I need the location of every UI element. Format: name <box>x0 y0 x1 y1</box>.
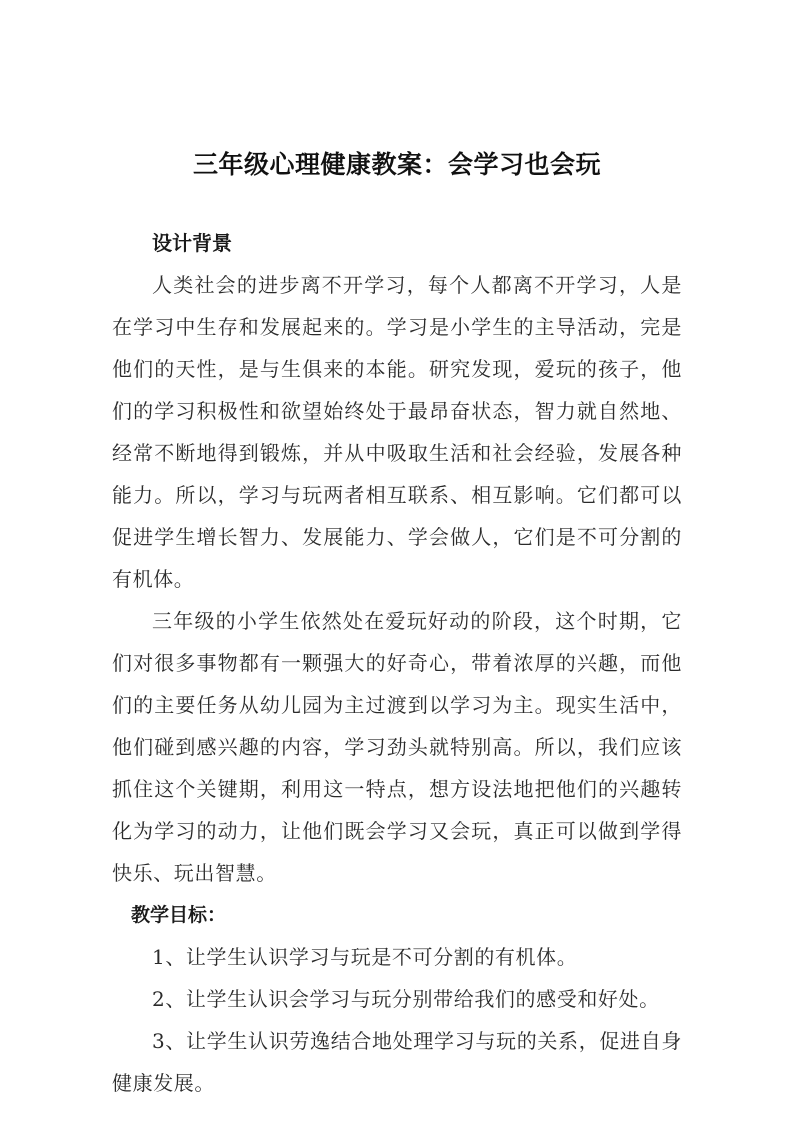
list-item: 3、让学生认识劳逸结合地处理学习与玩的关系，促进自身健康发展。 <box>112 1029 682 1095</box>
paragraph: 人类社会的进步离不开学习，每个人都离不开学习，人是在学习中生存和发展起来的。学习是小学生的主导活动，完是他们的天性，是与生俱来的本能。研究发现，爱玩的孩子，他们的学习积极性和欲望始终处于最昂奋状态，智力就自然地、经常不断地得到锻炼，并从中吸取生活和社会经验，发展各种能力。所以，学习与玩两者相互联系、相互影响。它们都可以促进学生增长智力、发展能力、学会做人，它们是不可分割的有机体。 <box>112 273 682 591</box>
page-title: 三年级心理健康教案：会学习也会玩 <box>192 150 601 179</box>
title-spacer <box>112 182 682 222</box>
section-heading-teaching-objectives: 教学目标： <box>131 904 227 926</box>
list-item: 1、让学生认识学习与玩是不可分割的有机体。 <box>152 945 578 969</box>
paragraph: 三年级的小学生依然处在爱玩好动的阶段，这个时期，它们对很多事物都有一颗强大的好奇心，带着浓厚的兴趣，而他们的主要任务从幼儿园为主过渡到以学习为主。现实生活中，他们碰到感兴趣的内容，学习劲头就特别高。所以，我们应该抓住这个关键期，利用这一特点，想方设法地把他们的兴趣转化为学习的动力，让他们既会学习又会玩，真正可以做到学得快乐、玩出智慧。 <box>112 609 682 885</box>
list-item: 2、让学生认识会学习与玩分别带给我们的感受和好处。 <box>152 987 660 1011</box>
document-content <box>112 0 682 1104</box>
section-heading-design-background: 设计背景 <box>152 231 232 255</box>
